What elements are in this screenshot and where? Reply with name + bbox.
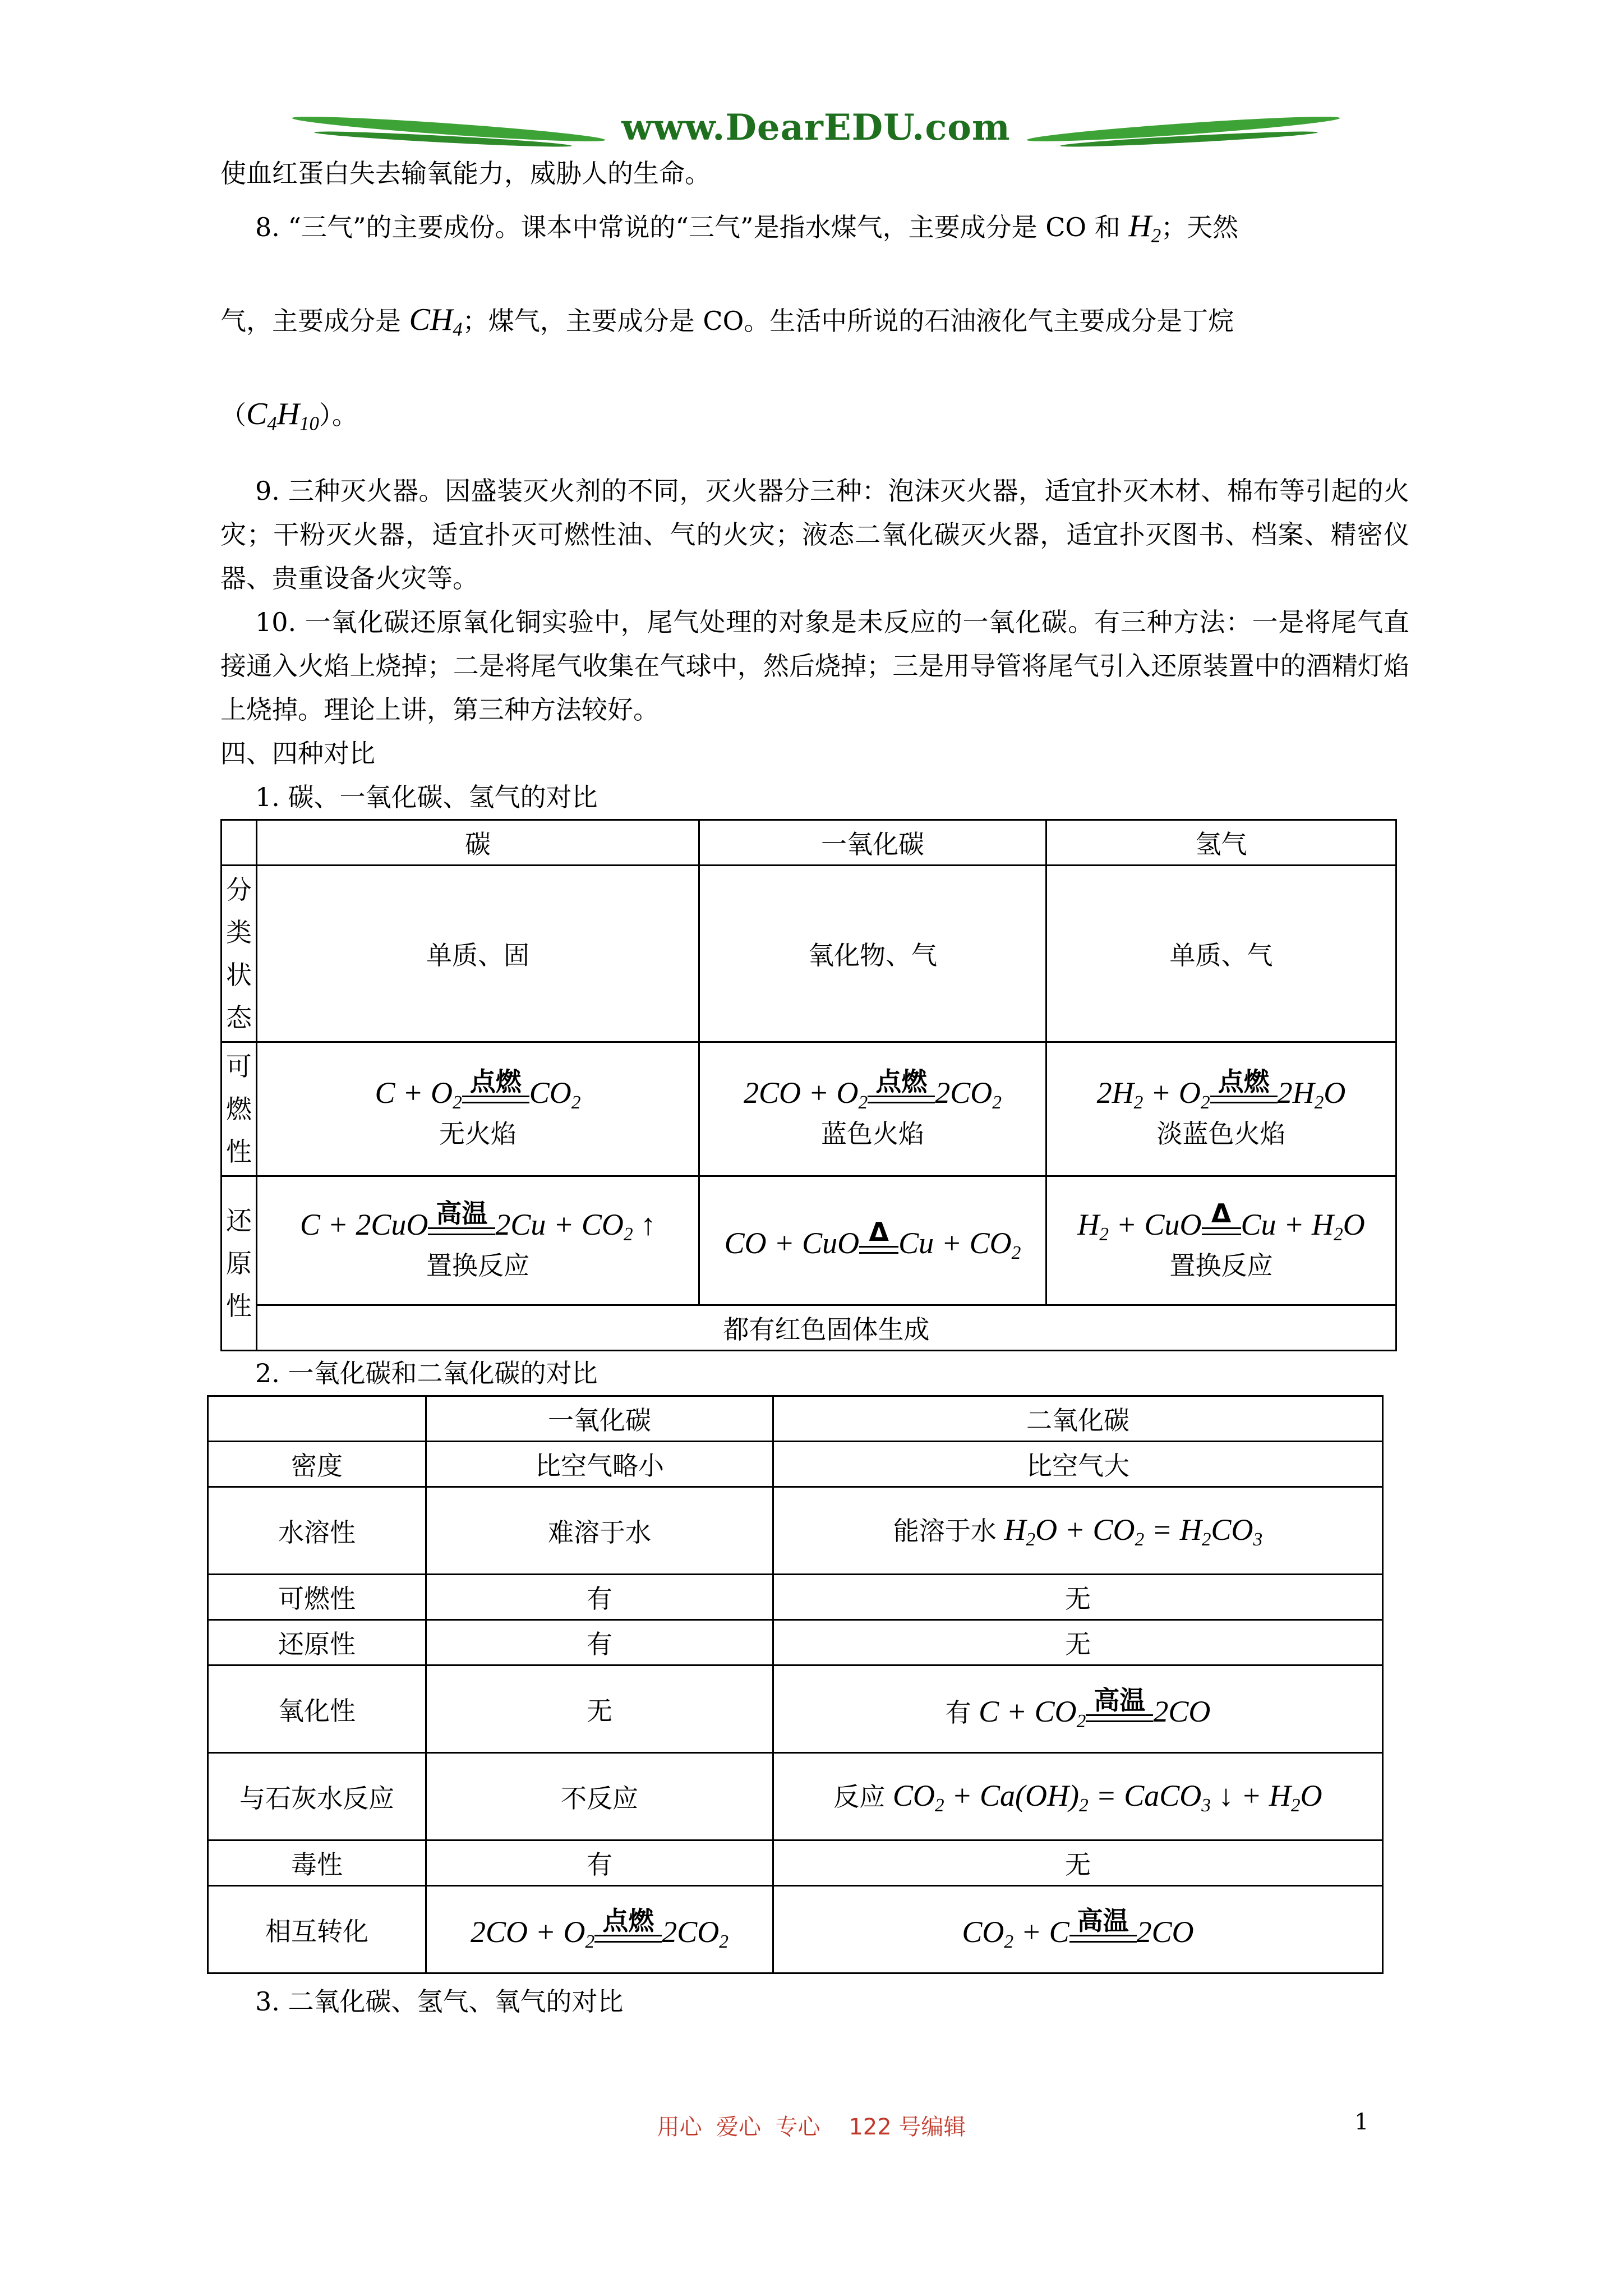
table-header: 二氧化碳 bbox=[773, 1396, 1383, 1442]
table-cell: 能溶于水 $H_2O + CO_2 = H_2CO_3$ bbox=[773, 1487, 1383, 1575]
formula-c4h10: $C_4H_{10}$ bbox=[246, 396, 319, 435]
formula-h2: $H_2$ bbox=[1128, 209, 1161, 247]
table-cell: 有 bbox=[426, 1620, 773, 1665]
section-heading: 四、四种对比 bbox=[220, 738, 375, 769]
table-cell: 氧化物、气 bbox=[699, 866, 1046, 1042]
table-header: 碳 bbox=[257, 820, 699, 866]
comparison-table-co-co2 bbox=[207, 1395, 1384, 1974]
table-cell: 单质、固 bbox=[257, 866, 699, 1042]
subsection-heading: 2. 一氧化碳和二氧化碳的对比 bbox=[255, 1358, 598, 1389]
paragraph-9: 9. 三种灭火器。因盛装灭火剂的不同，灭火器分三种：泡沫灭火器，适宜扑灭木材、棉布等引起的火灾；干粉灭火器，适宜扑灭可燃性油、气的火灾；液态二氧化碳灭火器，适宜扑灭图书、档案、精密仪器、贵重设备火灾等。 bbox=[220, 476, 1409, 594]
table-cell: $2CO + O_2$ 点燃 $2CO_2$ 蓝色火焰 bbox=[699, 1042, 1046, 1176]
table-footer-cell: 都有红色固体生成 bbox=[257, 1305, 1396, 1351]
equation: $H_2O + CO_2 = H_2CO_3$ bbox=[996, 1513, 1263, 1550]
formula-ch4: $CH_4$ bbox=[409, 302, 463, 341]
row-label: 密度 bbox=[208, 1442, 426, 1487]
table-header: 一氧化碳 bbox=[426, 1396, 773, 1442]
table-cell bbox=[699, 1176, 1046, 1305]
row-label: 氧化性 bbox=[208, 1665, 426, 1753]
paragraph-10: 10. 一氧化碳还原氧化铜实验中，尾气处理的对象是未反应的一氧化碳。有三种方法：一是将尾气直接通入火焰上烧掉；二是将尾气收集在气球中，然后烧掉；三是用导管将尾气引入还原装置中的酒精灯焰上烧掉。理论上讲，第三种方法较好。 bbox=[220, 607, 1409, 725]
table-header: 一氧化碳 bbox=[699, 820, 1046, 866]
table-cell: 比空气略小 bbox=[426, 1442, 773, 1487]
table-cell: $H_2$ + CuO Δ $Cu + H_2O$ 置换反应 bbox=[1046, 1176, 1396, 1305]
table-cell: 无 bbox=[773, 1575, 1383, 1620]
equation: $C + CO_2$ 高温 2CO bbox=[971, 1685, 1211, 1732]
table-cell: 单质、气 bbox=[1046, 866, 1396, 1042]
row-label: 相互转化 bbox=[208, 1886, 426, 1973]
row-label: 毒性 bbox=[208, 1841, 426, 1886]
row-label: 还 原 性 bbox=[222, 1176, 257, 1351]
page-number: 1 bbox=[1354, 2109, 1369, 2135]
equation: $C + O_2$ 点燃 $CO_2$ bbox=[375, 1066, 581, 1114]
table-cell: 不反应 bbox=[426, 1753, 773, 1841]
page-content bbox=[220, 151, 1409, 2023]
equation: $2CO + O_2$ 点燃 $2CO_2$ bbox=[471, 1905, 728, 1952]
table-cell: 比空气大 bbox=[773, 1442, 1383, 1487]
table-cell: 无 bbox=[426, 1665, 773, 1753]
row-label: 与石灰水反应 bbox=[208, 1753, 426, 1841]
table-cell: 难溶于水 bbox=[426, 1487, 773, 1575]
table-cell: 无 bbox=[773, 1841, 1383, 1886]
row-label: 可 燃 性 bbox=[222, 1042, 257, 1176]
site-logo-text: www.DearEDU.com bbox=[621, 107, 1011, 149]
table-cell: 无 bbox=[773, 1620, 1383, 1665]
row-label: 水溶性 bbox=[208, 1487, 426, 1575]
paragraph: 使血红蛋白失去输氧能力，威胁人的生命。 bbox=[220, 158, 711, 188]
row-label: 还原性 bbox=[208, 1620, 426, 1665]
table-cell: 反应 $CO_2 + Ca(OH)_2$ = CaCO$_3$ ↓ + $H_2O$ bbox=[773, 1753, 1383, 1841]
equation: C + 2CuO 高温 $2Cu + CO_2$ ↑ bbox=[299, 1198, 656, 1245]
table-cell: 有 bbox=[426, 1841, 773, 1886]
equation: CO + CuO Δ $Cu + CO_2$ bbox=[724, 1216, 1021, 1263]
table-cell bbox=[426, 1886, 773, 1973]
table-cell bbox=[773, 1886, 1383, 1973]
equation: $CO_2 + Ca(OH)_2$ = CaCO$_3$ ↓ + $H_2O$ bbox=[885, 1779, 1322, 1816]
equation: $2CO + O_2$ 点燃 $2CO_2$ bbox=[744, 1066, 1002, 1114]
table-cell: 有 $C + CO_2$ 高温 2CO bbox=[773, 1665, 1383, 1753]
table-cell: 有 bbox=[426, 1575, 773, 1620]
comparison-table-c-co-h2 bbox=[220, 819, 1397, 1351]
equation: $2H_2 + O_2$ 点燃 $2H_2O$ bbox=[1096, 1066, 1346, 1114]
row-label: 可燃性 bbox=[208, 1575, 426, 1620]
subsection-heading: 3. 二氧化碳、氢气、氧气的对比 bbox=[255, 1986, 624, 2017]
table-header: 氢气 bbox=[1046, 820, 1396, 866]
equation: $CO_2 + C$ 高温 2CO bbox=[962, 1905, 1194, 1952]
table-cell: $C + O_2$ 点燃 $CO_2$ 无火焰 bbox=[257, 1042, 699, 1176]
row-label: 分 类 状 态 bbox=[222, 866, 257, 1042]
paragraph-8: 8. “三气”的主要成份。课本中常说的“三气”是指水煤气，主要成分是 CO 和 $H_2$；天然 气，主要成分是 $CH_4$；煤气，主要成分是 CO。生活中所说的石油液化气主要成分是丁烷 $(C_4H_{10})$。 bbox=[220, 209, 1239, 435]
table-cell: C + 2CuO 高温 $2Cu + CO_2$ ↑ 置换反应 bbox=[257, 1176, 699, 1305]
subsection-heading: 1. 碳、一氧化碳、氢气的对比 bbox=[255, 782, 598, 813]
equation: $H_2$ + CuO Δ $Cu + H_2O$ bbox=[1077, 1198, 1365, 1245]
table-cell: $2H_2 + O_2$ 点燃 $2H_2O$ 淡蓝色火焰 bbox=[1046, 1042, 1396, 1176]
page-footer: 用心 爱心 专心 122 号编辑 bbox=[657, 2114, 966, 2140]
